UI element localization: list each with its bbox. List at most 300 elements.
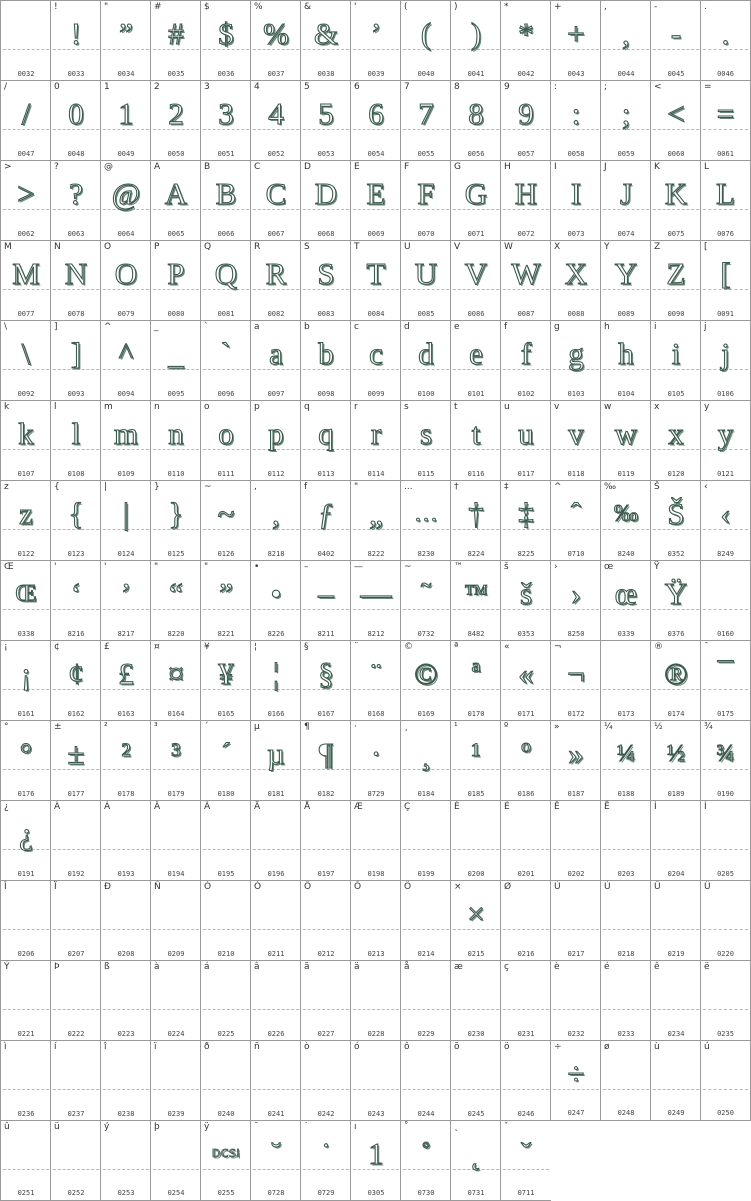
glyph-sample <box>601 655 651 693</box>
glyph-code: 0074 <box>617 230 635 238</box>
glyph-sample: n <box>168 416 184 451</box>
glyph-code: 0339 <box>617 630 635 638</box>
glyph-sample <box>1 1135 51 1173</box>
glyph-sample <box>201 1055 251 1093</box>
glyph-code: 0202 <box>567 870 585 878</box>
glyph-code: 0091 <box>717 310 734 318</box>
glyph-code: 0229 <box>417 1030 435 1038</box>
glyph-code: 0223 <box>117 1030 135 1038</box>
glyph-code: 0033 <box>67 70 85 78</box>
glyph-cell-label: * <box>504 2 509 12</box>
glyph-cell <box>700 400 751 481</box>
glyph-sample: , <box>272 496 280 531</box>
glyph-code: 0305 <box>367 1189 385 1197</box>
glyph-sample <box>401 895 451 933</box>
glyph-cell-label: n <box>154 402 160 412</box>
glyph-cell <box>600 960 651 1041</box>
glyph-cell <box>450 960 501 1041</box>
glyph-code: 0042 <box>517 70 535 78</box>
glyph-sample: ˇ <box>520 1136 532 1171</box>
glyph-sample: V <box>464 256 488 291</box>
glyph-sample: ¨ <box>370 656 382 691</box>
glyph-sample: _ <box>168 336 184 371</box>
glyph-sample: « <box>518 656 534 691</box>
glyph-sample: ƒ <box>318 496 334 531</box>
glyph-code: 0054 <box>367 150 385 158</box>
glyph-code: 0198 <box>367 870 385 878</box>
glyph-cell-label: ³ <box>154 722 158 732</box>
glyph-cell-label: ì <box>4 1042 7 1052</box>
glyph-cell <box>400 0 451 81</box>
glyph-cell-label: ˇ <box>504 1122 509 1132</box>
glyph-code: 0080 <box>167 310 185 318</box>
glyph-code: 0195 <box>217 870 235 878</box>
glyph-code: 0076 <box>717 230 734 238</box>
glyph-sample: } <box>168 496 184 531</box>
glyph-code: 0194 <box>167 870 185 878</box>
glyph-code: 0070 <box>417 230 435 238</box>
glyph-cell <box>350 240 401 321</box>
glyph-sample: m <box>113 416 139 451</box>
glyph-code: 0244 <box>417 1110 435 1118</box>
glyph-sample: µ <box>267 736 285 771</box>
glyph-cell <box>50 400 101 481</box>
glyph-code: 0109 <box>117 470 135 478</box>
glyph-code: 0032 <box>17 70 35 78</box>
glyph-cell <box>300 800 351 881</box>
glyph-sample: ˛ <box>470 1136 482 1171</box>
glyph-code: 0116 <box>467 470 485 478</box>
glyph-sample: · <box>370 736 382 771</box>
glyph-cell <box>550 560 601 641</box>
glyph-code: 0196 <box>267 870 285 878</box>
glyph-sample: c <box>369 336 383 371</box>
glyph-code: 0082 <box>267 310 285 318</box>
glyph-cell <box>600 560 651 641</box>
glyph-sample <box>251 975 301 1013</box>
glyph-code: 0055 <box>417 150 435 158</box>
glyph-code: 0210 <box>217 950 235 958</box>
glyph-code: 0065 <box>167 230 185 238</box>
glyph-code: 0205 <box>717 870 734 878</box>
glyph-cell-label: Ä <box>254 802 261 812</box>
glyph-cell-label: ð <box>204 1042 210 1052</box>
glyph-sample <box>401 975 451 1013</box>
glyph-sample <box>151 1055 201 1093</box>
glyph-cell <box>0 480 51 561</box>
glyph-code: 0219 <box>667 950 685 958</box>
glyph-cell-label: ó <box>354 1042 360 1052</box>
glyph-cell <box>600 160 651 241</box>
glyph-sample <box>301 1055 351 1093</box>
glyph-cell-label: ¢ <box>54 642 60 652</box>
glyph-cell <box>400 960 451 1041</box>
glyph-code: 0178 <box>117 790 135 798</box>
glyph-code: 0050 <box>167 150 185 158</box>
glyph-code: 0164 <box>167 710 185 718</box>
glyph-cell <box>550 320 601 401</box>
glyph-sample: 7 <box>418 96 434 131</box>
glyph-sample: § <box>318 656 334 691</box>
glyph-code: 0037 <box>267 70 285 78</box>
glyph-cell-label: m <box>104 402 113 412</box>
glyph-sample: . <box>721 16 730 51</box>
glyph-cell-label: d <box>404 322 410 332</box>
glyph-cell <box>450 480 501 561</box>
glyph-cell <box>150 400 201 481</box>
glyph-code: 0253 <box>117 1189 135 1197</box>
glyph-sample <box>301 895 351 933</box>
glyph-cell-label: ö <box>504 1042 510 1052</box>
glyph-cell <box>350 1040 401 1121</box>
glyph-code: 0087 <box>517 310 535 318</box>
glyph-cell <box>150 240 201 321</box>
glyph-cell <box>400 880 451 961</box>
glyph-sample <box>351 975 401 1013</box>
glyph-cell-label: 7 <box>404 82 410 92</box>
glyph-sample <box>601 1055 651 1093</box>
glyph-cell <box>150 80 201 161</box>
glyph-cell <box>250 1040 301 1121</box>
glyph-cell <box>250 800 301 881</box>
glyph-cell <box>400 320 451 401</box>
glyph-sample: J <box>619 176 633 211</box>
glyph-code: 0078 <box>67 310 85 318</box>
glyph-code: 0104 <box>617 390 635 398</box>
glyph-code: 8224 <box>467 550 485 558</box>
glyph-cell <box>200 480 251 561</box>
glyph-code: 0193 <box>117 870 135 878</box>
glyph-code: 0106 <box>717 390 734 398</box>
glyph-cell-label: È <box>454 802 460 812</box>
glyph-cell-label: ! <box>54 2 58 12</box>
glyph-code: 0059 <box>617 150 635 158</box>
glyph-sample: Z <box>666 256 686 291</box>
glyph-cell <box>700 720 751 801</box>
glyph-code: 0105 <box>667 390 685 398</box>
glyph-sample: g <box>568 336 584 371</box>
glyph-sample: š <box>519 576 533 611</box>
glyph-cell <box>200 880 251 961</box>
glyph-cell-label: 6 <box>354 82 360 92</box>
glyph-cell <box>300 240 351 321</box>
glyph-code: 0162 <box>67 710 85 718</box>
glyph-sample: R <box>265 256 287 291</box>
glyph-sample: ª <box>471 656 481 691</box>
glyph-cell <box>500 0 551 81</box>
glyph-sample: ˙ <box>320 1136 332 1171</box>
glyph-cell-label: ¾ <box>704 722 713 732</box>
glyph-code: 0245 <box>467 1110 485 1118</box>
glyph-code: 0073 <box>567 230 585 238</box>
glyph-code: 0170 <box>467 710 485 718</box>
glyph-sample: T <box>366 256 386 291</box>
glyph-code: 8226 <box>267 630 285 638</box>
glyph-sample: ½ <box>667 741 685 767</box>
glyph-sample <box>151 975 201 1013</box>
glyph-cell <box>100 640 151 721</box>
glyph-cell <box>400 1120 451 1201</box>
glyph-cell-label: — <box>354 562 363 572</box>
glyph-code: 0084 <box>367 310 385 318</box>
glyph-cell-label: £ <box>104 642 110 652</box>
glyph-cell <box>450 720 501 801</box>
glyph-sample: ’ <box>370 16 382 51</box>
glyph-code: 0034 <box>117 70 135 78</box>
glyph-code: 0226 <box>267 1030 285 1038</box>
glyph-code: 0056 <box>467 150 485 158</box>
glyph-sample: C <box>265 176 287 211</box>
glyph-code: 0237 <box>67 1110 85 1118</box>
glyph-cell <box>0 80 51 161</box>
glyph-cell-label: Ò <box>204 882 212 892</box>
glyph-cell-label: r <box>354 402 358 412</box>
glyph-sample: H <box>514 176 538 211</box>
glyph-cell-label: f <box>304 482 308 492</box>
glyph-cell-label: ° <box>4 722 9 732</box>
glyph-code: 0161 <box>17 710 35 718</box>
glyph-code: 0176 <box>17 790 35 798</box>
glyph-cell <box>250 1120 301 1201</box>
glyph-cell <box>550 720 601 801</box>
glyph-sample: j <box>721 336 730 371</box>
glyph-cell <box>200 240 251 321</box>
glyph-sample: O <box>114 256 138 291</box>
glyph-cell-label: Ý <box>4 962 10 972</box>
glyph-code: 0252 <box>67 1189 85 1197</box>
glyph-cell-label: Ô <box>304 882 312 892</box>
glyph-code: 0043 <box>567 70 585 78</box>
glyph-cell-label: » <box>554 722 560 732</box>
glyph-sample: ´ <box>220 736 232 771</box>
glyph-cell <box>450 80 501 161</box>
glyph-cell-label: ™ <box>454 562 463 572</box>
glyph-cell-label: p <box>254 402 260 412</box>
glyph-code: 0181 <box>267 790 285 798</box>
glyph-sample: ÷ <box>567 1056 585 1091</box>
glyph-cell-label: . <box>704 2 707 12</box>
glyph-cell-label: Ç <box>404 802 411 812</box>
glyph-cell-label: « <box>504 642 510 652</box>
glyph-cell-label: ñ <box>254 1042 260 1052</box>
glyph-sample: k <box>18 416 34 451</box>
glyph-sample: s <box>419 416 433 451</box>
glyph-sample <box>651 975 701 1013</box>
glyph-code: 0123 <box>67 550 85 558</box>
glyph-cell-label: Â <box>154 802 161 812</box>
glyph-cell-label: % <box>254 2 263 12</box>
glyph-cell <box>650 320 701 401</box>
glyph-sample: 1 <box>118 96 134 131</box>
glyph-sample: ? <box>69 176 83 211</box>
glyph-sample: ˘ <box>270 1136 282 1171</box>
glyph-cell-label: Æ <box>354 802 363 812</box>
glyph-cell <box>700 80 751 161</box>
glyph-code: 0071 <box>467 230 485 238</box>
glyph-code: 0052 <box>267 150 285 158</box>
glyph-cell-label: ^ <box>104 322 112 332</box>
glyph-cell <box>700 320 751 401</box>
glyph-sample: ‡ <box>518 496 534 531</box>
glyph-sample: ” <box>219 576 233 611</box>
glyph-cell <box>150 1040 201 1121</box>
glyph-code: 0208 <box>117 950 135 958</box>
glyph-sample: x <box>668 416 684 451</box>
glyph-code: 0063 <box>67 230 85 238</box>
glyph-cell-label: M <box>4 242 12 252</box>
glyph-cell <box>150 800 201 881</box>
glyph-cell-label: Ì <box>654 802 657 812</box>
glyph-cell-label: Y <box>604 242 610 252</box>
glyph-sample: # <box>168 16 184 51</box>
glyph-sample: 0 <box>68 96 84 131</box>
glyph-code: 0088 <box>567 310 585 318</box>
glyph-code: 0060 <box>667 150 685 158</box>
glyph-cell <box>600 1040 651 1121</box>
glyph-cell <box>50 80 101 161</box>
glyph-cell-label: ¨ <box>354 642 359 652</box>
glyph-cell-label: ² <box>104 722 108 732</box>
glyph-cell <box>550 400 601 481</box>
glyph-cell-label: ˚ <box>404 1122 409 1132</box>
glyph-sample: Q <box>214 256 238 291</box>
glyph-sample: ’ <box>120 576 132 611</box>
glyph-code: 0077 <box>17 310 35 318</box>
glyph-cell-label: ' <box>104 562 107 572</box>
glyph-code: 0061 <box>717 150 734 158</box>
glyph-cell-label: i <box>654 322 657 332</box>
glyph-sample: ] <box>70 336 82 371</box>
glyph-sample <box>1 15 51 53</box>
glyph-sample: { <box>68 496 84 531</box>
glyph-sample: > <box>17 176 35 211</box>
glyph-cell <box>450 240 501 321</box>
glyph-cell-label: Ï <box>54 882 57 892</box>
glyph-code: 8211 <box>317 630 335 638</box>
glyph-code: 0222 <box>67 1030 85 1038</box>
glyph-cell-label: Ö <box>404 882 412 892</box>
glyph-cell <box>700 480 751 561</box>
glyph-sample <box>201 975 251 1013</box>
glyph-code: 0729 <box>317 1189 335 1197</box>
glyph-cell <box>700 160 751 241</box>
glyph-sample <box>51 1055 101 1093</box>
glyph-sample: + <box>567 16 585 51</box>
glyph-code: 0100 <box>417 390 435 398</box>
glyph-cell-label: å <box>404 962 410 972</box>
glyph-cell <box>500 960 551 1041</box>
glyph-cell <box>300 0 351 81</box>
glyph-cell-label: Å <box>304 802 311 812</box>
glyph-cell-label: ¯ <box>704 642 709 652</box>
glyph-code: 0083 <box>317 310 335 318</box>
glyph-code: 0189 <box>667 790 685 798</box>
glyph-cell <box>150 320 201 401</box>
glyph-cell-label: ã <box>304 962 310 972</box>
glyph-sample: S <box>317 256 335 291</box>
glyph-cell <box>350 400 401 481</box>
glyph-sample: ‘ <box>70 576 82 611</box>
glyph-cell <box>500 1040 551 1121</box>
glyph-code: 0086 <box>467 310 485 318</box>
glyph-sample: , <box>622 16 630 51</box>
glyph-cell <box>350 320 401 401</box>
glyph-cell-label: b <box>304 322 310 332</box>
glyph-cell-label: ß <box>104 962 110 972</box>
glyph-sample <box>201 895 251 933</box>
glyph-cell-label: À <box>54 802 61 812</box>
glyph-code: 0254 <box>167 1189 185 1197</box>
glyph-cell-label: , <box>604 2 607 12</box>
glyph-cell-label: þ <box>154 1122 160 1132</box>
glyph-cell <box>150 0 201 81</box>
glyph-cell-label: | <box>104 482 108 492</box>
glyph-cell-label: A <box>154 162 161 172</box>
glyph-cell-label: ¿ <box>4 802 9 812</box>
glyph-cell <box>600 880 651 961</box>
glyph-cell <box>650 80 701 161</box>
glyph-cell <box>450 800 501 881</box>
glyph-sample: Ÿ <box>664 576 688 611</box>
glyph-code: 0048 <box>67 150 85 158</box>
glyph-cell <box>700 800 751 881</box>
glyph-cell <box>500 880 551 961</box>
glyph-cell <box>100 800 151 881</box>
glyph-cell <box>650 960 701 1041</box>
glyph-sample <box>701 975 750 1013</box>
glyph-cell <box>50 0 101 81</box>
glyph-sample: DCSi <box>211 1147 241 1160</box>
glyph-code: 0168 <box>367 710 385 718</box>
glyph-cell-label: U <box>404 242 411 252</box>
glyph-cell-label: › <box>554 562 558 572</box>
glyph-cell <box>500 1120 551 1201</box>
glyph-code: 0099 <box>367 390 385 398</box>
glyph-cell <box>300 80 351 161</box>
glyph-cell-label: { <box>54 482 60 492</box>
glyph-sample: r <box>370 416 382 451</box>
glyph-cell-label: o <box>204 402 210 412</box>
glyph-sample: d <box>418 336 434 371</box>
glyph-sample: U <box>414 256 438 291</box>
glyph-sample <box>1 975 51 1013</box>
glyph-cell <box>0 560 51 641</box>
glyph-cell <box>150 160 201 241</box>
glyph-code: 8250 <box>567 630 585 638</box>
glyph-cell-label: œ <box>604 562 614 572</box>
glyph-cell <box>150 560 201 641</box>
glyph-cell-label: Ð <box>104 882 111 892</box>
glyph-cell-label: f <box>504 322 508 332</box>
glyph-code: 0079 <box>117 310 135 318</box>
glyph-cell <box>650 720 701 801</box>
glyph-code: 0247 <box>567 1109 585 1117</box>
glyph-cell-label: z <box>4 482 9 492</box>
glyph-cell-label: 8 <box>454 82 460 92</box>
glyph-code: 0167 <box>317 710 335 718</box>
glyph-sample: ˜ <box>420 576 432 611</box>
glyph-cell-label: T <box>354 242 360 252</box>
glyph-code: 0218 <box>617 950 635 958</box>
glyph-code: 0217 <box>567 950 585 958</box>
glyph-cell-label: ' <box>54 562 57 572</box>
glyph-code: 0182 <box>317 790 335 798</box>
glyph-cell-label: " <box>204 562 209 572</box>
glyph-cell-label: V <box>454 242 461 252</box>
glyph-cell-label: j <box>704 322 707 332</box>
glyph-sample: f <box>520 336 532 371</box>
glyph-cell <box>450 160 501 241</box>
